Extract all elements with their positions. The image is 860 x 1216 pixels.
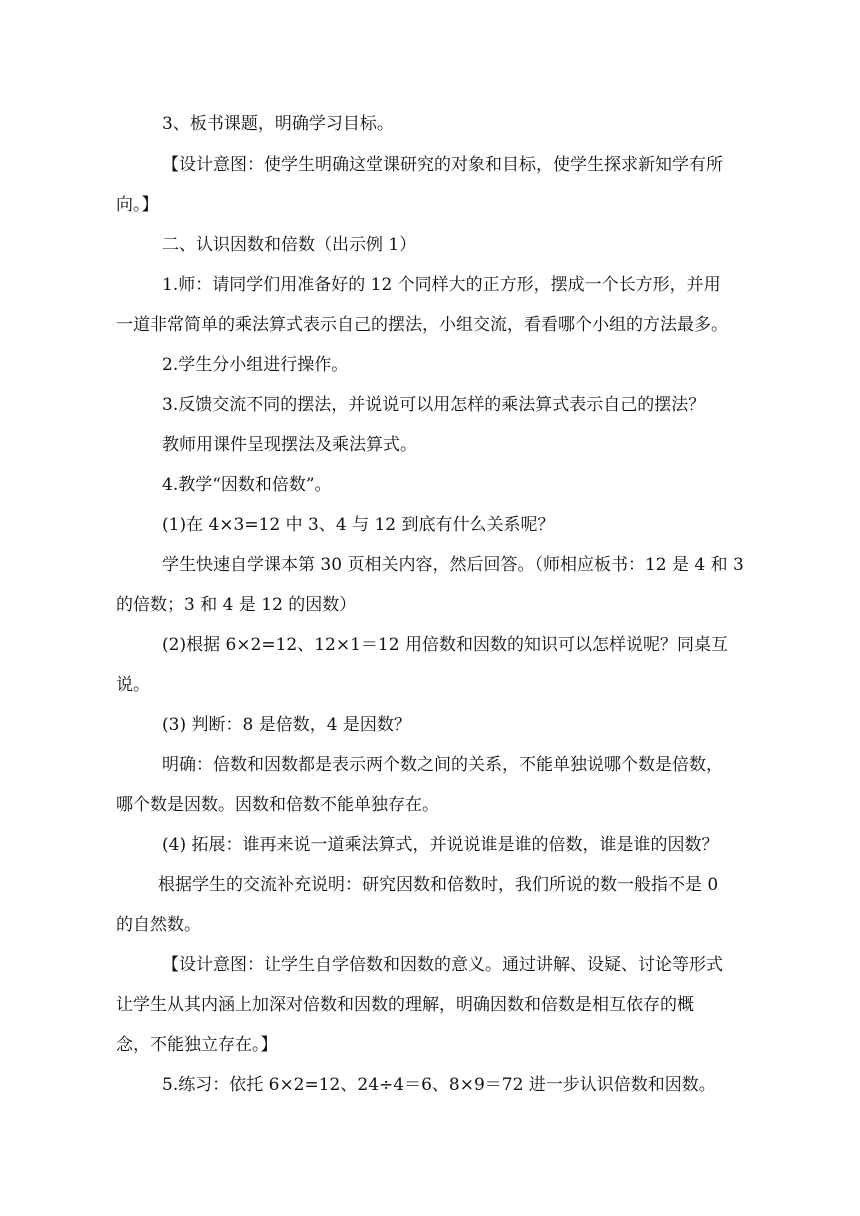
- line-step-4-3: (3) 判断：8 是倍数，4 是因数？: [162, 715, 411, 735]
- line-design-intent-1-cont: 向。】: [116, 195, 159, 215]
- line-board-title: 3、板书课题，明确学习目标。: [162, 114, 394, 134]
- line-step-4-2: (2)根据 6×2=12、12×1＝12 用倍数和因数的知识可以怎样说呢？同桌互: [162, 635, 728, 655]
- line-clarify-cont: 哪个数是因数。因数和倍数不能单独存在。: [116, 795, 439, 815]
- line-supplement: 根据学生的交流补充说明：研究因数和倍数时，我们所说的数一般指不是 0: [158, 875, 719, 895]
- line-step-4-2-cont: 说。: [116, 675, 150, 695]
- line-design-intent-1: 【设计意图：使学生明确这堂课研究的对象和目标，使学生探求新知学有所: [162, 155, 723, 175]
- line-step-5: 5.练习：依托 6×2=12、24÷4＝6、8×9＝72 进一步认识倍数和因数。: [162, 1075, 716, 1095]
- line-step-2: 2.学生分小组进行操作。: [162, 355, 349, 375]
- line-step-4: 4.教学“因数和倍数”。: [162, 475, 332, 495]
- line-step-1: 1.师：请同学们用准备好的 12 个同样大的正方形，摆成一个长方形，并用: [162, 275, 721, 295]
- line-design-intent-2-cont1: 让学生从其内涵上加深对倍数和因数的理解，明确因数和倍数是相互依存的概: [116, 995, 694, 1015]
- line-step-4-4: (4) 拓展：谁再来说一道乘法算式，并说说谁是谁的倍数，谁是谁的因数？: [162, 835, 719, 855]
- line-design-intent-2-cont2: 念，不能独立存在。】: [116, 1035, 278, 1055]
- line-step-3: 3.反馈交流不同的摆法，并说说可以用怎样的乘法算式表示自己的摆法？: [162, 395, 706, 415]
- line-step-3-cont: 教师用课件呈现摆法及乘法算式。: [162, 435, 417, 455]
- line-section-heading: 二、认识因数和倍数（出示例 1）: [162, 235, 417, 255]
- line-step-1-cont: 一道非常简单的乘法算式表示自己的摆法，小组交流，看看哪个小组的方法最多。: [116, 315, 728, 335]
- line-self-study: 学生快速自学课本第 30 页相关内容，然后回答。（师相应板书：12 是 4 和 3: [162, 555, 744, 575]
- line-step-4-1: (1)在 4×3=12 中 3、4 与 12 到底有什么关系呢？: [162, 515, 555, 535]
- line-supplement-cont: 的自然数。: [116, 915, 201, 935]
- line-clarify: 明确：倍数和因数都是表示两个数之间的关系，不能单独说哪个数是倍数，: [162, 755, 723, 775]
- line-design-intent-2: 【设计意图：让学生自学倍数和因数的意义。通过讲解、设疑、讨论等形式: [162, 955, 723, 975]
- line-self-study-cont: 的倍数；3 和 4 是 12 的因数）: [116, 595, 357, 615]
